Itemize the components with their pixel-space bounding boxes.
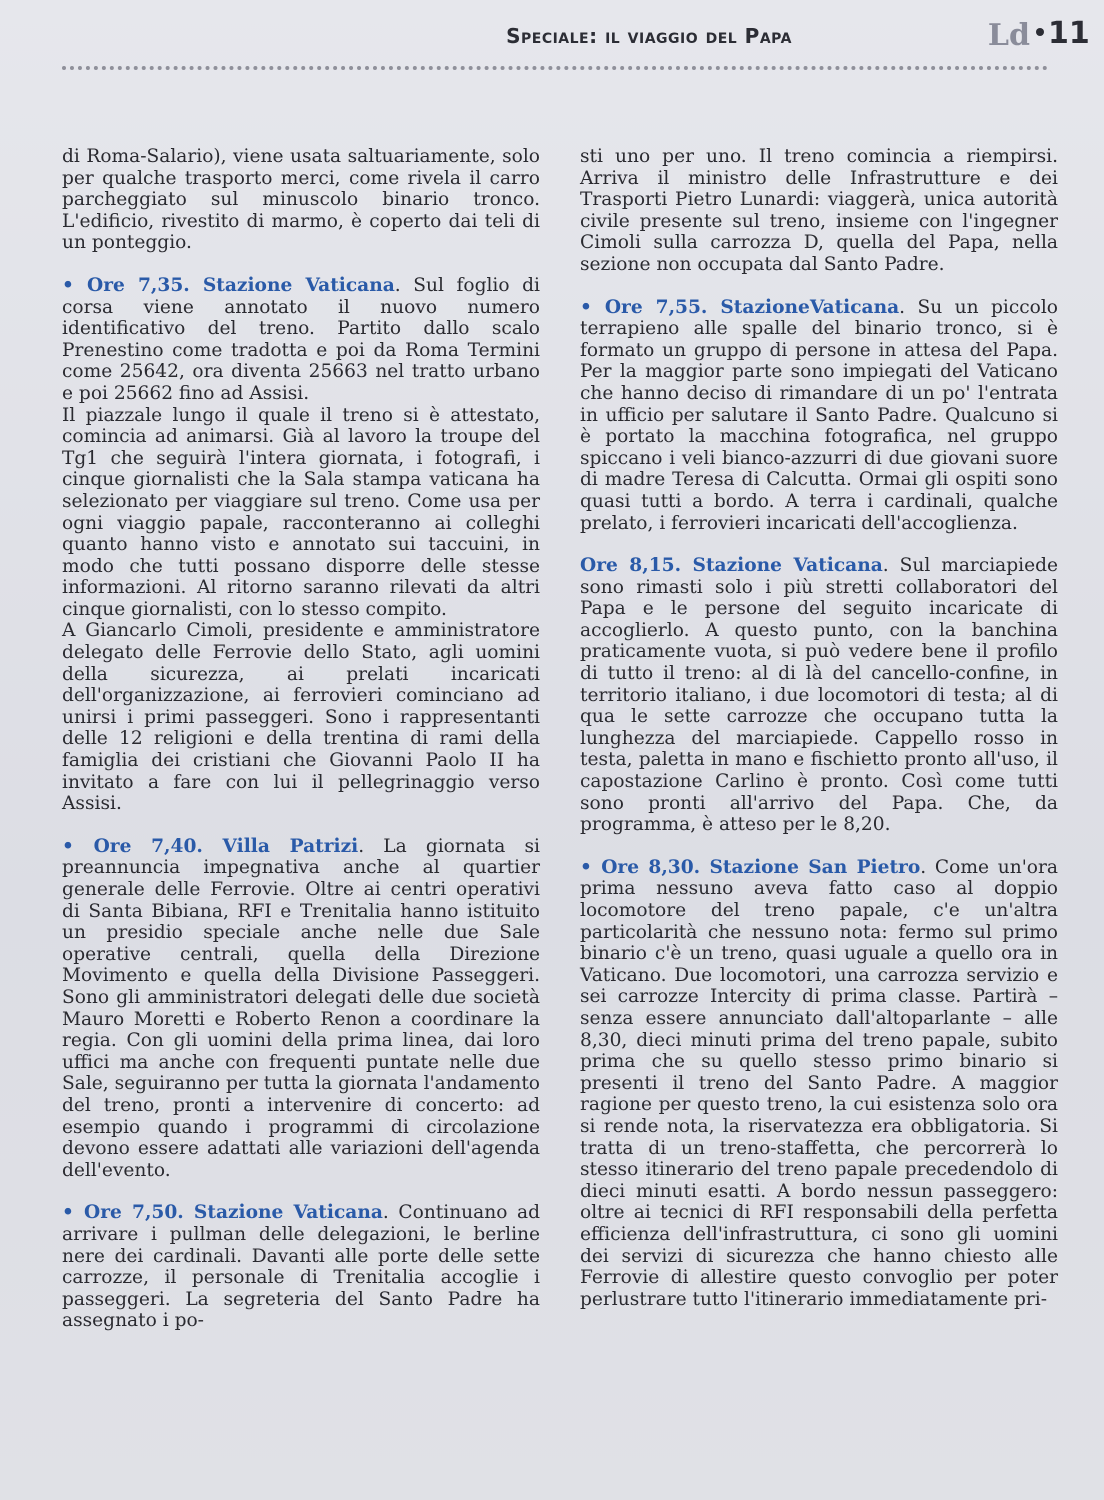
right-column [580, 146, 1058, 1310]
entry-0830-heading: • Ore 8,30. Stazione San Pietro [580, 856, 921, 878]
entry-0830 [580, 857, 1058, 1310]
entry-0735 [62, 275, 540, 405]
header-bullet-dot [1036, 28, 1044, 36]
left-column [62, 146, 540, 1332]
entry-0740-heading: • Ore 7,40. Villa Patrizi [62, 835, 359, 857]
entry-0815-text: . Sul marciapiede sono rimasti solo i più stretti collaboratori del Papa e le persone del seguito incaricate di accoglierlo. A questo punto, con la banchina praticamente vuota, si può vedere bene il profilo di tutto il treno: al di là del cancello-confine, in territorio italiano, i due locomotori di testa; al di qua le sette carrozze che occupano tutta la lunghezza del marciapiede. Cappello rosso in testa, paletta in mano e fischietto pronto all'uso, il capostazione Carlino è pronto. Così come tutti sono pronti all'arrivo del Papa. Che, da programma, è atteso per le 8,20. [580, 555, 1058, 836]
entry-0755-text: . Su un piccolo terrapieno alle spalle del binario tronco, si è formato un gruppo di persone in attesa del Papa. Per la maggior parte sono impiegati del Vaticano che hanno deciso di rimandare di un po' l'entrata in ufficio per salutare il Santo Padre. Qualcuno si è portato la macchina fotografica, nel gruppo spiccano i veli bianco-azzurri di due giovani suore di madre Teresa di Calcutta. Ormai gli ospiti sono quasi tutti a bordo. A terra i cardinali, qualche prelato, i ferrovieri incaricati dell'accoglienza. [580, 296, 1058, 534]
entry-0750 [62, 1202, 540, 1332]
entry-0815-heading: Ore 8,15. Stazione Vaticana [580, 555, 883, 577]
entry-0735-paragraph-2: Il piazzale lungo il quale il treno si è attestato, comincia ad animarsi. Già al lavoro la troupe del Tg1 che seguirà l'intera giornata, i fotografi, i cinque giornalisti che la Sala stampa vaticana ha selezionato per viaggiare sul treno. Come usa per ogni viaggio papale, racconteranno ai colleghi quanto hanno visto e annotato sui taccuini, in modo che tutti possano disporre delle stesse informazioni. Al ritorno saranno rilevati da altri cinque giornalisti, con lo stesso compito. [62, 404, 540, 620]
entry-0815 [580, 555, 1058, 836]
header-dotted-rule [62, 66, 1048, 70]
entry-0740-text: . La giornata si preannuncia impegnativa anche al quartier generale delle Ferrovie. Oltre ai centri operativi di Santa Bibiana, RFI e Trenitalia hanno istituito un presidio speciale anche nelle due Sale operative centrali, quella della Direzione Movimento e quella della Divisione Passeggeri. Sono gli amministratori delegati delle due società Mauro Moretti e Roberto Renon a coordinare la regia. Con gli uomini della prima linea, dai loro uffici ma anche con frequenti puntate nelle due Sale, seguiranno per tutta la giornata l'andamento del treno, pronti a intervenire di concerto: ad esempio quando i programmi di circolazione devono essere adattati alle variazioni dell'agenda dell'evento. [62, 835, 540, 1181]
section-title: Speciale: il viaggio del Papa [506, 24, 792, 48]
page-number: 11 [1048, 16, 1090, 51]
intro-paragraph: di Roma-Salario), viene usata saltuariamente, solo per qualche trasporto merci, come rivela il carro parcheggiato sul minuscolo binario tronco. L'edificio, rivestito di marmo, è coperto dai teli di un ponteggio. [62, 146, 540, 254]
entry-0750-text: . Continuano ad arrivare i pullman delle delegazioni, le berline nere dei cardinali. Davanti alle porte delle sette carrozze, il personale di Trenitalia accoglie i passeggeri. La segreteria del Santo Padre ha assegnato i po- [62, 1202, 540, 1332]
page-header [0, 14, 1104, 60]
magazine-logo [988, 18, 1030, 53]
logo-text: Ld [987, 18, 1030, 53]
entry-0755-heading: • Ore 7,55. StazioneVaticana [580, 296, 900, 318]
entry-0735-heading: • Ore 7,35. Stazione Vaticana [62, 274, 395, 296]
entry-0735-text: . Sul foglio di corsa viene annotato il nuovo numero identificativo del treno. Partito dallo scalo Prenestino come tradotta e poi da Roma Termini come 25642, ora diventa 25663 nel tratto urbano e poi 25662 fino ad Assisi. [62, 274, 540, 404]
entry-0740 [62, 836, 540, 1182]
entry-0755 [580, 297, 1058, 535]
entry-0735-paragraph-3: A Giancarlo Cimoli, presidente e amministratore delegato delle Ferrovie dello Stato, agli uomini della sicurezza, ai prelati incaricati dell'organizzazione, ai ferrovieri cominciano ad unirsi i primi passeggeri. Sono i rappresentanti delle 12 religioni e della trentina di rami della famiglia dei cristiani che Giovanni Paolo II ha invitato a fare con lui il pellegrinaggio verso Assisi. [62, 620, 540, 815]
right-intro-paragraph: sti uno per uno. Il treno comincia a riempirsi. Arriva il ministro delle Infrastrutture e dei Trasporti Pietro Lunardi: viaggerà, unica autorità civile presente sul treno, insieme con l'ingegner Cimoli sulla carrozza D, quella del Papa, nella sezione non occupata dal Santo Padre. [580, 146, 1058, 275]
entry-0830-text: . Come un'ora prima nessuno aveva fatto caso al doppio locomotore del treno papale, c'e un'altra particolarità che nessuno nota: fermo sul primo binario c'è un treno, quasi uguale a quello ora in Vaticano. Due locomotori, una carrozza servizio e sei carrozze Intercity di prima classe. Partirà – senza essere annunciato dall'altoparlante – alle 8,30, dieci minuti prima del treno papale, subito prima che su quello stesso primo binario si presenti il treno del Santo Padre. A maggior ragione per questo treno, la cui esistenza solo ora si rende nota, la riservatezza era obbligatoria. Si tratta di un treno-staffetta, che percorrerà lo stesso itinerario del treno papale precedendolo di dieci minuti esatti. A bordo nessun passeggero: oltre ai tecnici di RFI responsabili della perfetta efficienza dell'infrastruttura, ci sono gli uomini dei servizi di sicurezza che hanno chiesto alle Ferrovie di allestire questo convoglio per poter perlustrare tutto l'itinerario immediatamente pri- [580, 856, 1058, 1310]
entry-0750-heading: • Ore 7,50. Stazione Vaticana [62, 1202, 383, 1224]
